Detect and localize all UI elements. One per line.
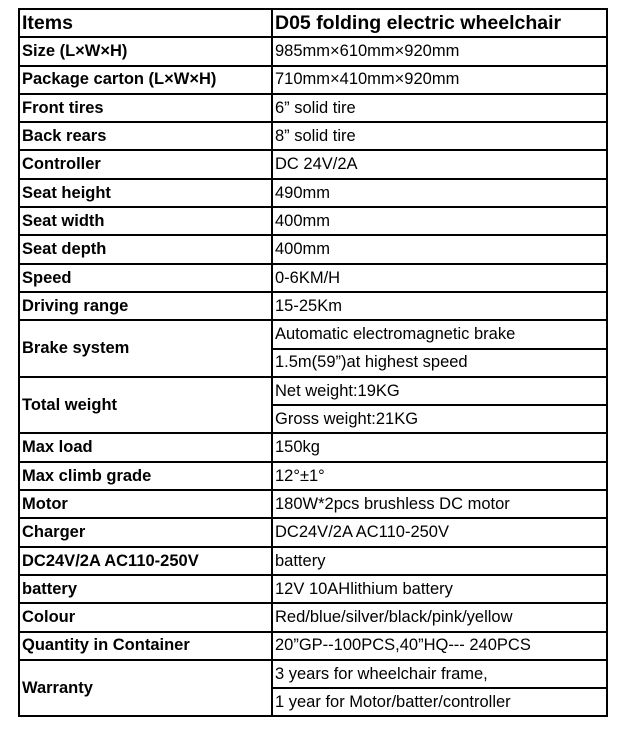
spec-label-cell: Package carton (L×W×H) [19, 66, 272, 94]
spec-label-cell: Max load [19, 433, 272, 461]
spec-value-cell: 710mm×410mm×920mm [272, 66, 607, 94]
spec-value-cell: 150kg [272, 433, 607, 461]
table-row [19, 264, 607, 292]
spec-value-cell: 0-6KM/H [272, 264, 607, 292]
table-row [19, 433, 607, 461]
table-row [19, 37, 607, 65]
spec-label-cell: Total weight [19, 377, 272, 434]
spec-label-cell: Back rears [19, 122, 272, 150]
spec-label-cell: Controller [19, 150, 272, 178]
spec-label-cell: Seat width [19, 207, 272, 235]
spec-value-cell: DC 24V/2A [272, 150, 607, 178]
spec-label-cell: Front tires [19, 94, 272, 122]
spec-table [18, 8, 608, 717]
table-row [19, 632, 607, 660]
spec-value-cell: 12V 10AHlithium battery [272, 575, 607, 603]
table-row [19, 377, 607, 405]
spec-label-cell: DC24V/2A AC110-250V [19, 547, 272, 575]
product-name-header-cell: D05 folding electric wheelchair [272, 9, 607, 37]
spec-value-cell: Net weight:19KG [272, 377, 607, 405]
table-row [19, 603, 607, 631]
spec-value-cell: 1 year for Motor/batter/controller [272, 688, 607, 716]
table-row [19, 235, 607, 263]
spec-value-cell: 3 years for wheelchair frame, [272, 660, 607, 688]
spec-value-cell: 6” solid tire [272, 94, 607, 122]
spec-label-cell: Charger [19, 518, 272, 546]
spec-value-cell: Red/blue/silver/black/pink/yellow [272, 603, 607, 631]
table-row [19, 320, 607, 348]
table-row [19, 207, 607, 235]
spec-value-cell: Gross weight:21KG [272, 405, 607, 433]
spec-label-cell: Max climb grade [19, 462, 272, 490]
spec-value-cell: 400mm [272, 235, 607, 263]
table-row [19, 462, 607, 490]
spec-label-cell: Driving range [19, 292, 272, 320]
table-row [19, 518, 607, 546]
table-row [19, 122, 607, 150]
spec-label-cell: Quantity in Container [19, 632, 272, 660]
spec-label-cell: Size (L×W×H) [19, 37, 272, 65]
spec-value-cell: 12°±1° [272, 462, 607, 490]
spec-value-cell: 180W*2pcs brushless DC motor [272, 490, 607, 518]
table-header-row [19, 9, 607, 37]
items-header-cell: Items [19, 9, 272, 37]
spec-value-cell: 490mm [272, 179, 607, 207]
spec-value-cell: 985mm×610mm×920mm [272, 37, 607, 65]
spec-value-cell: 1.5m(59”)at highest speed [272, 349, 607, 377]
table-row [19, 179, 607, 207]
table-row [19, 66, 607, 94]
spec-label-cell: Brake system [19, 320, 272, 377]
table-row [19, 575, 607, 603]
table-row [19, 292, 607, 320]
table-row [19, 547, 607, 575]
spec-label-cell: battery [19, 575, 272, 603]
spec-label-cell: Colour [19, 603, 272, 631]
table-row [19, 94, 607, 122]
spec-label-cell: Speed [19, 264, 272, 292]
spec-value-cell: battery [272, 547, 607, 575]
spec-value-cell: 20”GP--100PCS,40”HQ--- 240PCS [272, 632, 607, 660]
spec-value-cell: 400mm [272, 207, 607, 235]
spec-value-cell: 8” solid tire [272, 122, 607, 150]
spec-label-cell: Seat depth [19, 235, 272, 263]
table-row [19, 490, 607, 518]
table-row [19, 660, 607, 688]
spec-value-cell: 15-25Km [272, 292, 607, 320]
spec-table-body [19, 9, 607, 716]
table-row [19, 150, 607, 178]
spec-value-cell: DC24V/2A AC110-250V [272, 518, 607, 546]
spec-label-cell: Motor [19, 490, 272, 518]
spec-label-cell: Warranty [19, 660, 272, 717]
spec-value-cell: Automatic electromagnetic brake [272, 320, 607, 348]
spec-label-cell: Seat height [19, 179, 272, 207]
